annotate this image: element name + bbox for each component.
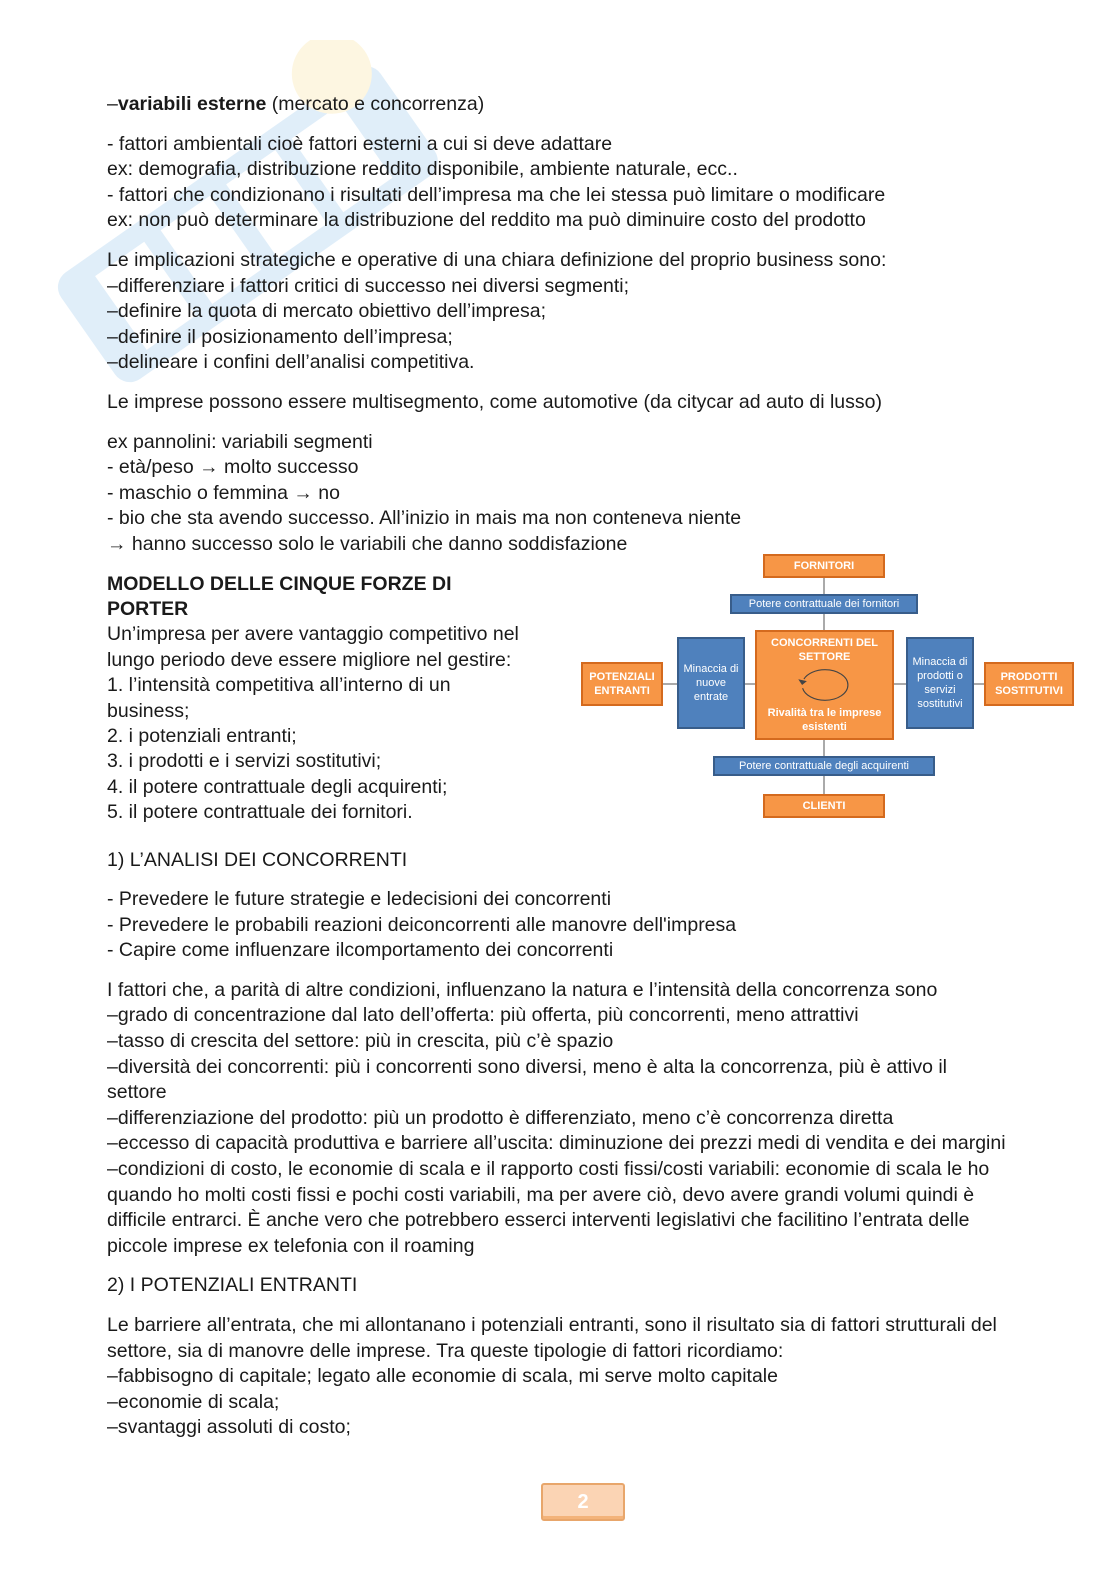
section1-heading [107, 848, 1067, 874]
text-line: - fattori che condizionano i risultati dell’impresa ma che lei stessa può limitare o modificare [107, 183, 886, 206]
multisegment-paragraph [107, 390, 1067, 416]
porter-title: PORTER [107, 597, 189, 620]
box-potenziali-entranti: POTENZIALI ENTRANTI [581, 662, 663, 706]
text-line: - età/peso → molto successo [107, 456, 359, 479]
text-line: Le imprese possono essere multisegmento, come automotive (da citycar ad auto di lusso) [107, 390, 882, 413]
section2-heading [107, 1273, 1067, 1299]
text-line: –differenziazione del prodotto: più un prodotto è differenziato, meno c’è concorrenza diretta [107, 1106, 894, 1129]
text-line: 2. i potenziali entranti; [107, 724, 297, 747]
text-line: –grado di concentrazione dal lato dell’offerta: più offerta, più concorrenti, meno attrattivi [107, 1004, 859, 1027]
box-fornitori: FORNITORI [763, 554, 885, 578]
porter-text [107, 572, 562, 826]
text-line: - Prevedere le future strategie e ledecisioni dei concorrenti [107, 888, 612, 911]
text-line: –definire la quota di mercato obiettivo dell’impresa; [107, 300, 546, 323]
text-line: business; [107, 699, 190, 722]
text-line: –definire il posizionamento dell’impresa; [107, 325, 453, 348]
text-line: ex: demografia, distribuzione reddito disponibile, ambiente naturale, ecc.. [107, 158, 738, 181]
competition-factors [107, 978, 1067, 1260]
section2-body [107, 1313, 1067, 1441]
intro-bold: variabili esterne [117, 93, 267, 115]
text-line: Un’impresa per avere vantaggio competitivo nel [107, 623, 519, 646]
box-potere-acquirenti: Potere contrattuale degli acquirenti [713, 756, 935, 776]
section-heading: 1) L’ANALISI DEI CONCORRENTI [107, 848, 408, 871]
text-line: settore [107, 1081, 167, 1104]
porter-five-forces-diagram [577, 554, 1077, 839]
text-line: quando ho molti costi fissi e pochi costi variabili, ma per avere ciò, devo avere grandi volumi quindi è [107, 1183, 975, 1206]
implications [107, 248, 1067, 376]
text-line: Le implicazioni strategiche e operative di una chiara definizione del proprio business sono: [107, 248, 887, 271]
text-line: difficile entrarci. È anche vero che potrebbero esserci interventi legislativi che facilitino l’entrata delle [107, 1209, 970, 1232]
text-line: piccole imprese ex telefonia con il roaming [107, 1234, 475, 1257]
text-line: lungo periodo deve essere migliore nel gestire: [107, 648, 512, 671]
box-potere-fornitori: Potere contrattuale dei fornitori [730, 594, 918, 614]
text-line: –eccesso di capacità produttiva e barriere all’uscita: diminuzione dei prezzi medi di vendita e dei margini [107, 1132, 1006, 1155]
text-line: - Capire come influenzare ilcomportamento dei concorrenti [107, 939, 614, 962]
text-line: –tasso di crescita del settore: più in crescita, più c’è spazio [107, 1030, 614, 1053]
text-line: –fabbisogno di capitale; legato alle economie di scala, mi serve molto capitale [107, 1365, 778, 1388]
text-line: - bio che sta avendo successo. All’inizio in mais ma non conteneva niente [107, 507, 742, 530]
text-line: → hanno successo solo le variabili che danno soddisfazione [107, 532, 628, 555]
document-page [107, 92, 1067, 1455]
box-clienti: CLIENTI [763, 794, 885, 818]
text-line: ex: non può determinare la distribuzione del reddito ma può diminuire costo del prodotto [107, 209, 866, 232]
text-line: –delineare i confini dell’analisi competitiva. [107, 351, 475, 374]
text-line: - fattori ambientali cioè fattori esterni a cui si deve adattare [107, 132, 613, 155]
porter-section [107, 559, 1067, 834]
page-number: 2 [541, 1483, 625, 1521]
box-concorrenti [755, 630, 894, 740]
box-prodotti-sostitutivi: PRODOTTI SOSTITUTIVI [984, 662, 1074, 706]
text-line: 1. l’intensità competitiva all’interno di un [107, 674, 451, 697]
box-minaccia-sostitutivi: Minaccia di prodotti o servizi sostitutivi [906, 637, 974, 729]
text-line: 5. il potere contrattuale dei fornitori. [107, 801, 413, 824]
pannolini-example [107, 430, 1067, 558]
text-line: settore, sia di manovre delle imprese. Tra queste tipologie di fattori ricordiamo: [107, 1339, 784, 1362]
text-line: –svantaggi assoluti di costo; [107, 1416, 351, 1439]
text-line: 4. il potere contrattuale degli acquirenti; [107, 775, 448, 798]
concorrenti-label: CONCORRENTI DEL SETTORE [771, 636, 878, 663]
text-line: Le barriere all’entrata, che mi allontanano i potenziali entranti, sono il risultato sia di fattori strutturali del [107, 1314, 997, 1336]
external-factors [107, 132, 1067, 234]
text-line: - Prevedere le probabili reazioni deiconcorrenti alle manovre dell'impresa [107, 913, 737, 936]
cycle-arrow-icon [795, 664, 855, 706]
porter-title: MODELLO DELLE CINQUE FORZE DI [107, 572, 452, 595]
intro-rest: (mercato e concorrenza) [266, 93, 485, 115]
section-heading: 2) I POTENZIALI ENTRANTI [107, 1274, 358, 1297]
text-line: –diversità dei concorrenti: più i concorrenti sono diversi, meno è alta la concorrenza, più è attivo il [107, 1055, 948, 1078]
text-line: 3. i prodotti e i servizi sostitutivi; [107, 750, 382, 773]
rivalita-label: Rivalità tra le imprese esistenti [767, 706, 882, 733]
intro-line: –variabili esterne (mercato e concorrenza) [107, 93, 485, 115]
section1-bullets [107, 887, 1067, 964]
text-line: ex pannolini: variabili segmenti [107, 430, 373, 453]
text-line: - maschio o femmina → no [107, 481, 341, 504]
text-line: –condizioni di costo, le economie di scala e il rapporto costi fissi/costi variabili: economie di scala le ho [107, 1158, 990, 1181]
text-line: –economie di scala; [107, 1390, 280, 1413]
text-line: I fattori che, a parità di altre condizioni, influenzano la natura e l’intensità della concorrenza sono [107, 978, 938, 1001]
text-line: –differenziare i fattori critici di successo nei diversi segmenti; [107, 274, 630, 297]
box-minaccia-entrate: Minaccia di nuove entrate [677, 637, 745, 729]
